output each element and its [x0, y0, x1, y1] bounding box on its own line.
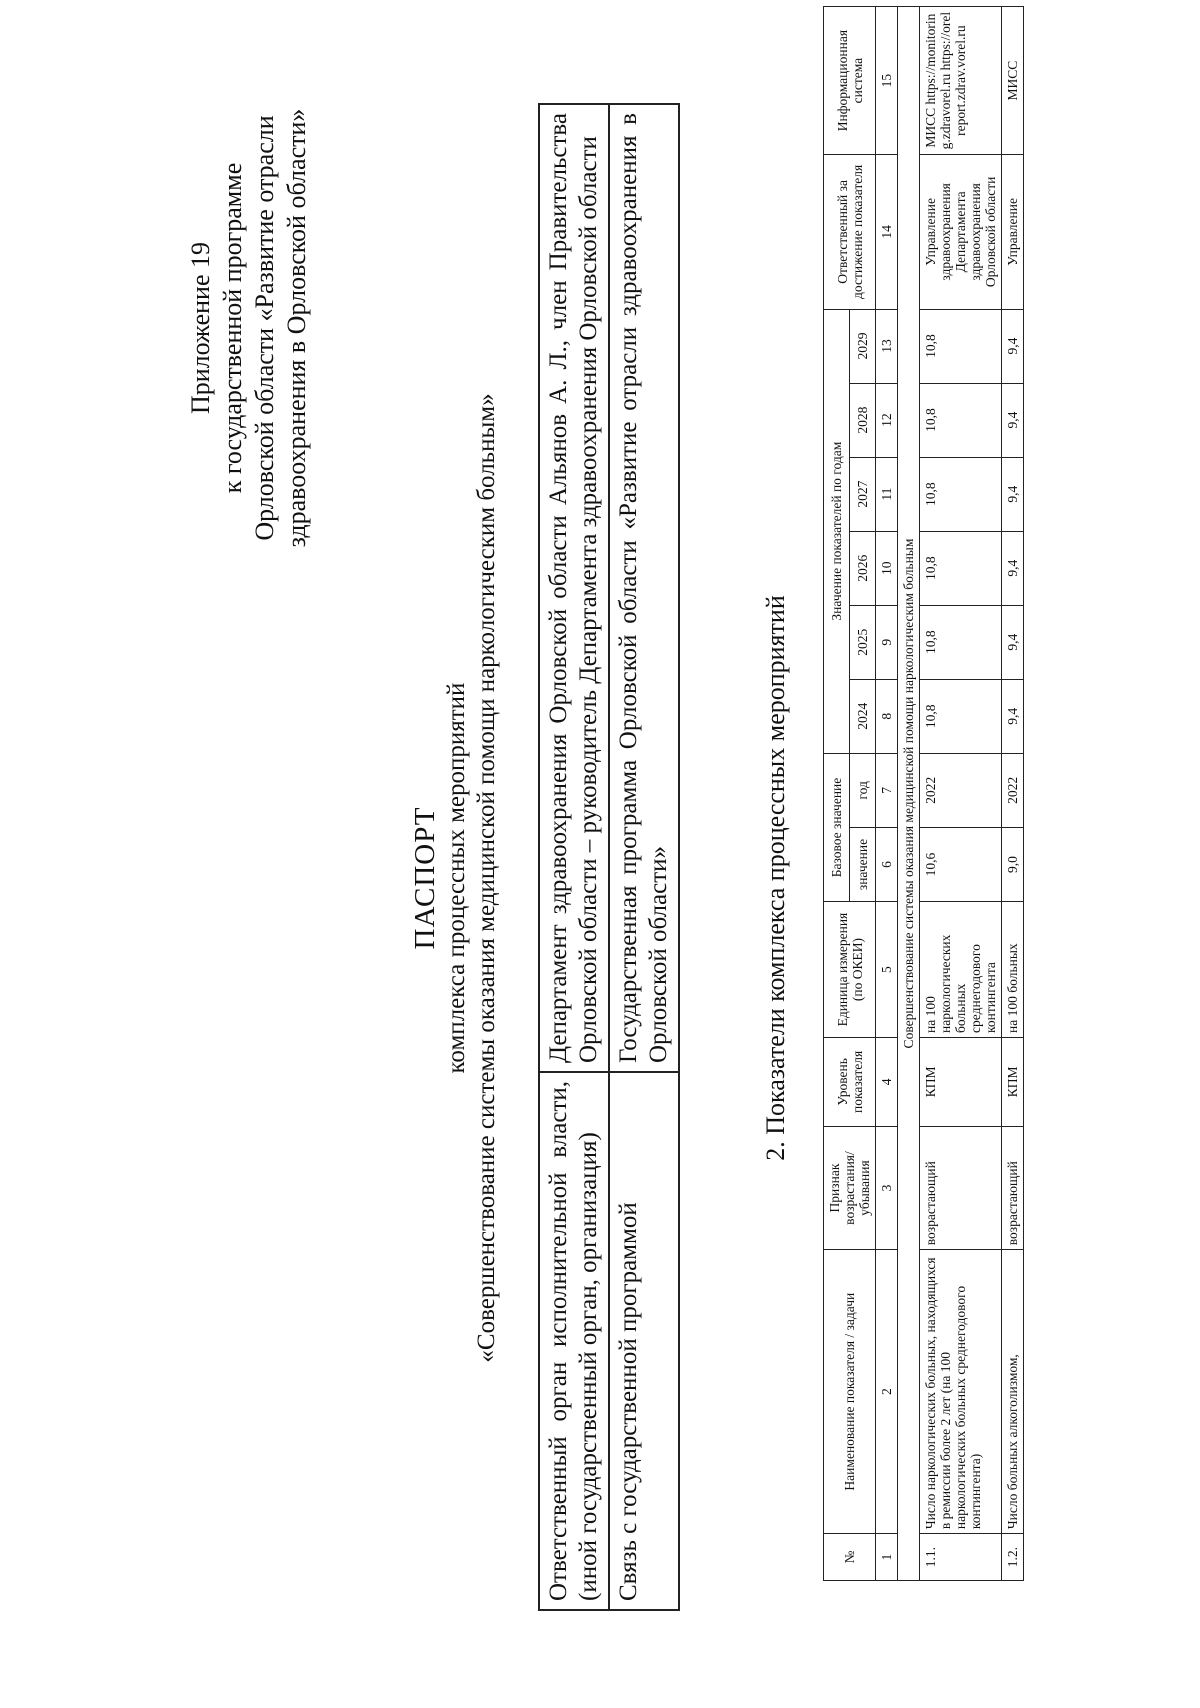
col-header-num: №: [824, 1534, 876, 1581]
col-header-base-value: значение: [850, 827, 876, 901]
title-passport: ПАСПОРТ: [409, 806, 441, 950]
col-header-unit: Единица измерения (по ОКЕИ): [824, 902, 876, 1038]
row-num: 1.1.: [920, 1534, 1002, 1581]
row-name: Число наркологических больных, находящихся в ремиссии более 2 лет (на 100 наркологических больных среднегодового контингента): [920, 1250, 1002, 1534]
row-year-value: 9,4: [1002, 383, 1024, 457]
row-year-value: 10,8: [920, 383, 1002, 457]
column-number: 2: [876, 1250, 898, 1534]
row-base-value: 9,0: [1002, 827, 1024, 901]
col-header-system: Информационная система: [824, 7, 876, 155]
column-number: 6: [876, 827, 898, 901]
passport-value: Департамент здравоохранения Орловской области Альянов А. Л., член Правительства Орловской области – руководитель Департамента здравоохранения Орловской области: [539, 104, 609, 1072]
column-number: 3: [876, 1126, 898, 1249]
row-unit: на 100 больных: [1002, 902, 1024, 1038]
column-number: 7: [876, 753, 898, 827]
table-section-title: Совершенствование системы оказания медицинской помощи наркологическим больным: [898, 7, 920, 1581]
appendix-number: Приложение 19: [186, 241, 215, 415]
appendix-header: [185, 48, 313, 608]
row-base-year: 2022: [1002, 753, 1024, 827]
title-subtitle: «Совершенствование системы оказания медицинской помощи наркологическим больным»: [473, 393, 500, 1363]
col-header-year: 2026: [850, 531, 876, 605]
row-responsible: Управление: [1002, 155, 1024, 309]
column-number: 11: [876, 457, 898, 531]
appendix-line: к государственной программе: [218, 162, 247, 494]
appendix-line: здравоохранения в Орловской области»: [282, 108, 311, 548]
column-number: 1: [876, 1534, 898, 1581]
row-unit: на 100 наркологических больных среднегодового контингента: [920, 902, 1002, 1038]
column-number: 13: [876, 309, 898, 383]
passport-row: [609, 104, 679, 1610]
row-system: МИСС: [1002, 7, 1024, 155]
document-title: [408, 248, 502, 1508]
table-section-row: [898, 7, 920, 1581]
row-level: КПМ: [1002, 1037, 1024, 1126]
col-header-sign: Признак возрастания/ убывания: [824, 1126, 876, 1249]
table-row: [1002, 7, 1024, 1581]
col-header-year: 2028: [850, 383, 876, 457]
col-header-years: Значение показателей по годам: [824, 309, 850, 753]
row-year-value: 10,8: [920, 679, 1002, 753]
row-sign: возрастающий: [920, 1126, 1002, 1249]
row-year-value: 9,4: [1002, 457, 1024, 531]
col-header-year: 2025: [850, 605, 876, 679]
row-year-value: 10,8: [920, 457, 1002, 531]
passport-row: [539, 104, 609, 1610]
table-row: [920, 7, 1002, 1581]
section-title: 2. Показатели комплекса процессных мероприятий: [761, 595, 790, 1161]
row-system: МИСС https://monitoring.zdravorel.ru https://orelreport.zdrav.vorel.ru: [920, 7, 1002, 155]
col-header-year: 2027: [850, 457, 876, 531]
col-header-base: Базовое значение: [824, 753, 850, 901]
row-year-value: 10,8: [920, 531, 1002, 605]
row-num: 1.2.: [1002, 1534, 1024, 1581]
col-header-year: 2024: [850, 679, 876, 753]
passport-value: Государственная программа Орловской области «Развитие отрасли здравоохранения в Орловской области»: [609, 104, 679, 1072]
row-level: КПМ: [920, 1037, 1002, 1126]
column-number-row: [876, 7, 898, 1581]
col-header-level: Уровень показателя: [824, 1037, 876, 1126]
passport-table: [538, 103, 680, 1611]
col-header-base-year: год: [850, 753, 876, 827]
column-number: 10: [876, 531, 898, 605]
indicators-table: [823, 6, 1024, 1581]
row-sign: возрастающий: [1002, 1126, 1024, 1249]
row-base-year: 2022: [920, 753, 1002, 827]
row-year-value: 10,8: [920, 605, 1002, 679]
col-header-year: 2029: [850, 309, 876, 383]
column-number: 12: [876, 383, 898, 457]
passport-label: Связь с государственной программой: [609, 1072, 679, 1610]
row-responsible: Управление здравоохранения Департамента здравоохранения Орловской области: [920, 155, 1002, 309]
row-year-value: 9,4: [1002, 531, 1024, 605]
row-year-value: 9,4: [1002, 679, 1024, 753]
header-row: [824, 7, 850, 1581]
row-year-value: 10,8: [920, 309, 1002, 383]
row-name: Число больных алкоголизмом,: [1002, 1250, 1024, 1534]
column-number: 9: [876, 605, 898, 679]
passport-label: Ответственный орган исполнительной власти, (иной государственный орган, организация): [539, 1072, 609, 1610]
column-number: 5: [876, 902, 898, 1038]
title-subtitle: комплекса процессных мероприятий: [443, 682, 470, 1074]
column-number: 8: [876, 679, 898, 753]
row-year-value: 9,4: [1002, 605, 1024, 679]
col-header-name: Наименование показателя / задачи: [824, 1250, 876, 1534]
column-number: 4: [876, 1037, 898, 1126]
col-header-responsible: Ответственный за достижение показателя: [824, 155, 876, 309]
column-number: 15: [876, 7, 898, 155]
row-year-value: 9,4: [1002, 309, 1024, 383]
row-base-value: 10,6: [920, 827, 1002, 901]
appendix-line: Орловской области «Развитие отрасли: [250, 115, 279, 541]
column-number: 14: [876, 155, 898, 309]
